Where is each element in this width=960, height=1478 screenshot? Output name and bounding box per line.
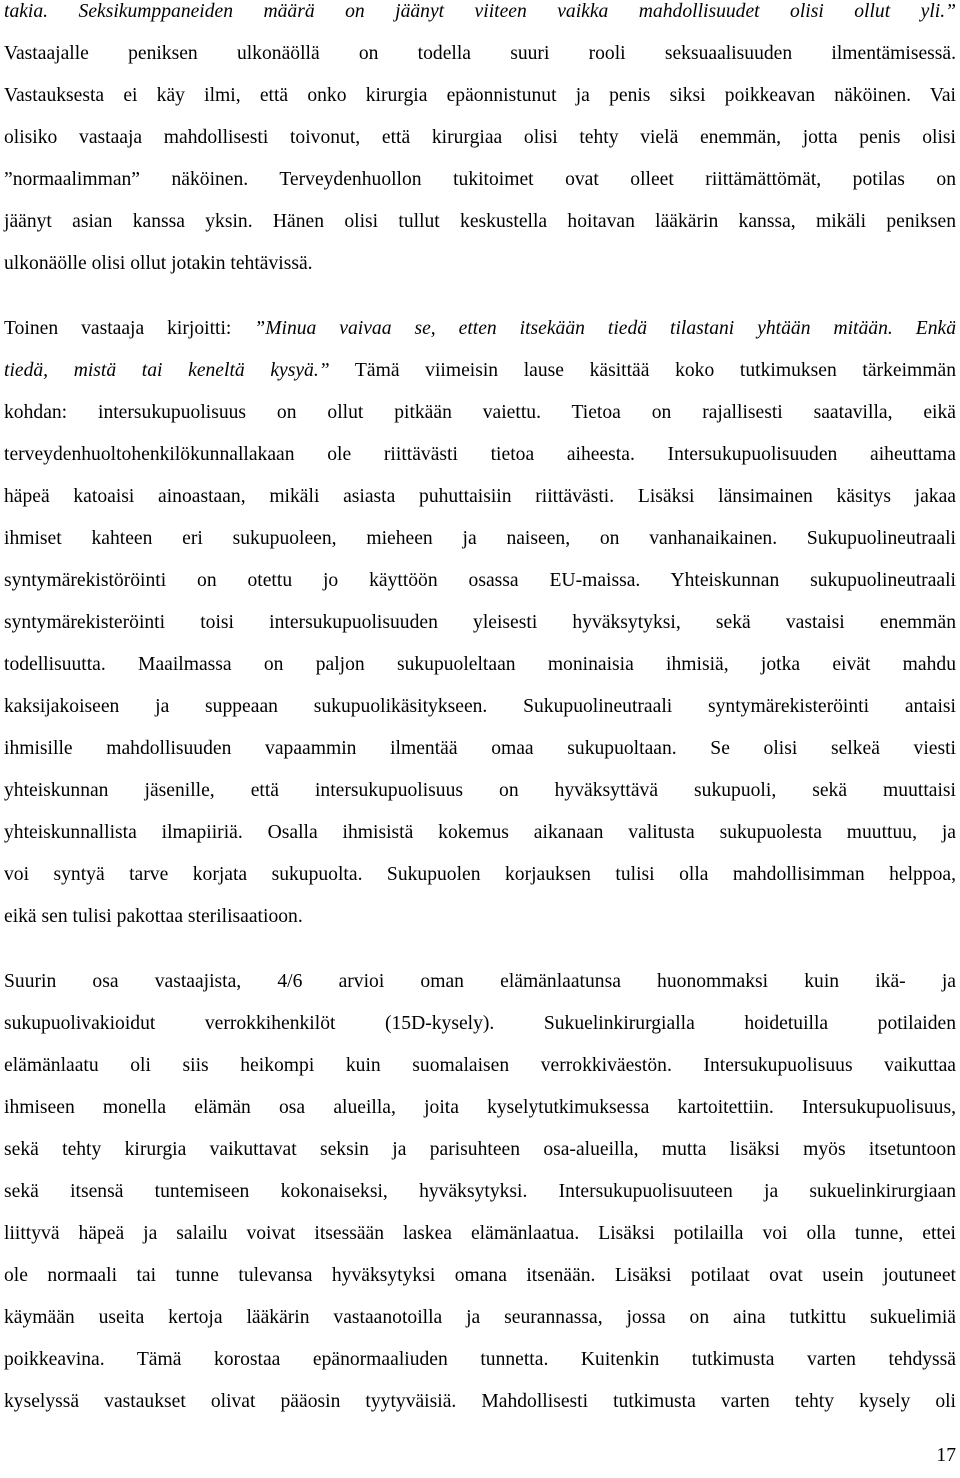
text-run: kyselyssä vastaukset olivat pääosin tyytyväisiä. Mahdollisesti tutkimusta varten tehty kysely oli bbox=[4, 1391, 956, 1412]
text-run: ulkonäölle olisi ollut jotakin tehtävissä. bbox=[4, 253, 313, 274]
text-line bbox=[4, 75, 956, 117]
text-run: olisiko vastaaja mahdollisesti toivonut, että kirurgiaa olisi tehty vielä enemmän, jotta penis olisi bbox=[4, 127, 956, 148]
text-line bbox=[4, 1255, 956, 1297]
text-line bbox=[4, 1171, 956, 1213]
text-run: ole normaali tai tunne tulevansa hyväksytyksi omana itsenään. Lisäksi potilaat ovat usein joutuneet bbox=[4, 1265, 956, 1286]
text-run: ihmiset kahteen eri sukupuoleen, mieheen ja naiseen, on vanhanaikainen. Sukupuolineutraali bbox=[4, 528, 956, 549]
text-line bbox=[4, 518, 956, 560]
text-line bbox=[4, 1339, 956, 1381]
text-line bbox=[4, 1213, 956, 1255]
text-run: sukupuolivakioidut verrokkihenkilöt (15D-kysely). Sukuelinkirurgialla hoidetuilla potilaiden bbox=[4, 1013, 956, 1034]
text-line bbox=[4, 117, 956, 159]
text-run: yhteiskunnallista ilmapiiriä. Osalla ihmisistä kokemus aikanaan valitusta sukupuolesta muuttuu, ja bbox=[4, 822, 956, 843]
text-line bbox=[4, 159, 956, 201]
text-run: elämänlaatu oli siis heikompi kuin suomalaisen verrokkiväestön. Intersukupuolisuus vaikuttaa bbox=[4, 1055, 956, 1076]
text-line bbox=[4, 476, 956, 518]
text-line bbox=[4, 961, 956, 1003]
text-run: ihmiseen monella elämän osa alueilla, joita kyselytutkimuksessa kartoitettiin. Intersukupuolisuus, bbox=[4, 1097, 956, 1118]
text-run: häpeä katoaisi ainoastaan, mikäli asiasta puhuttaisiin riittävästi. Lisäksi länsimainen käsitys jakaa bbox=[4, 486, 956, 507]
text-line bbox=[4, 602, 956, 644]
text-run: syntymärekistöröinti on otettu jo käyttöön osassa EU-maissa. Yhteiskunnan sukupuolineutraali bbox=[4, 570, 956, 591]
text-line bbox=[4, 1087, 956, 1129]
text-line bbox=[4, 0, 956, 33]
text-run: liittyvä häpeä ja salailu voivat itsessään laskea elämänlaatua. Lisäksi potilailla voi olla tunne, ettei bbox=[4, 1223, 956, 1244]
text-run: Toinen vastaaja kirjoitti: bbox=[4, 318, 255, 339]
text-run: Vastauksesta ei käy ilmi, että onko kirurgia epäonnistunut ja penis siksi poikkeavan näköinen. Vai bbox=[4, 85, 956, 106]
text-run: Tämä viimeisin lause käsittää koko tutkimuksen tärkeimmän bbox=[329, 360, 956, 381]
text-run: ”normaalimman” näköinen. Terveydenhuollon tukitoimet ovat olleet riittämättömät, potilas on bbox=[4, 169, 956, 190]
text-line bbox=[4, 896, 956, 938]
text-run: jäänyt asian kanssa yksin. Hänen olisi tullut keskustella hoitavan lääkärin kanssa, mikäli peniksen bbox=[4, 211, 956, 232]
italic-text-run: takia. Seksikumppaneiden määrä on jäänyt viiteen vaikka mahdollisuudet olisi ollut yli.” bbox=[4, 1, 956, 22]
text-line bbox=[4, 1129, 956, 1171]
text-line bbox=[4, 1297, 956, 1339]
paragraph-1 bbox=[4, 0, 956, 285]
text-line bbox=[4, 392, 956, 434]
text-run: ihmisille mahdollisuuden vapaammin ilmentää omaa sukupuoltaan. Se olisi selkeä viesti bbox=[4, 738, 956, 759]
text-line bbox=[4, 812, 956, 854]
text-run: sekä itsensä tuntemiseen kokonaiseksi, hyväksytyksi. Intersukupuolisuuteen ja sukuelinkirurgiaan bbox=[4, 1181, 956, 1202]
text-line bbox=[4, 1003, 956, 1045]
text-line bbox=[4, 33, 956, 75]
text-line bbox=[4, 434, 956, 476]
text-line bbox=[4, 728, 956, 770]
text-run: voi syntyä tarve korjata sukupuolta. Sukupuolen korjauksen tulisi olla mahdollisimman helppoa, bbox=[4, 864, 956, 885]
italic-text-run: tiedä, mistä tai keneltä kysyä.” bbox=[4, 360, 330, 381]
text-run: syntymärekisteröinti toisi intersukupuolisuuden yleisesti hyväksytyksi, sekä vastaisi enemmän bbox=[4, 612, 956, 633]
text-run: kohdan: intersukupuolisuus on ollut pitkään vaiettu. Tietoa on rajallisesti saatavilla, eikä bbox=[4, 402, 956, 423]
paragraph-2 bbox=[4, 308, 956, 938]
text-line bbox=[4, 308, 956, 350]
text-run: yhteiskunnan jäsenille, että intersukupuolisuus on hyväksyttävä sukupuoli, sekä muuttaisi bbox=[4, 780, 956, 801]
paragraph-3 bbox=[4, 961, 956, 1423]
text-run: sekä tehty kirurgia vaikuttavat seksin ja parisuhteen osa-alueilla, mutta lisäksi myös itsetuntoon bbox=[4, 1139, 956, 1160]
paragraph-gap bbox=[4, 938, 956, 961]
paragraph-gap bbox=[4, 285, 956, 308]
text-run: terveydenhuoltohenkilökunnallakaan ole riittävästi tietoa aiheesta. Intersukupuolisuuden aiheuttama bbox=[4, 444, 956, 465]
text-line bbox=[4, 201, 956, 243]
text-run: todellisuutta. Maailmassa on paljon sukupuoleltaan moninaisia ihmisiä, jotka eivät mahdu bbox=[4, 654, 956, 675]
document-page bbox=[4, 0, 956, 1423]
text-line bbox=[4, 1381, 956, 1423]
page-number: 17 bbox=[936, 1445, 956, 1466]
text-run: kaksijakoiseen ja suppeaan sukupuolikäsitykseen. Sukupuolineutraali syntymärekisteröinti antaisi bbox=[4, 696, 956, 717]
italic-text-run: ”Minua vaivaa se, etten itsekään tiedä tilastani yhtään mitään. Enkä bbox=[254, 318, 956, 339]
text-run: poikkeavina. Tämä korostaa epänormaaliuden tunnetta. Kuitenkin tutkimusta varten tehdyssä bbox=[4, 1349, 956, 1370]
text-line bbox=[4, 770, 956, 812]
text-run: käymään useita kertoja lääkärin vastaanotoilla ja seurannassa, jossa on aina tutkittu sukuelimiä bbox=[4, 1307, 956, 1328]
text-line bbox=[4, 644, 956, 686]
text-line bbox=[4, 243, 956, 285]
text-line bbox=[4, 1045, 956, 1087]
text-line bbox=[4, 560, 956, 602]
text-run: eikä sen tulisi pakottaa sterilisaatioon. bbox=[4, 906, 303, 927]
text-run: Suurin osa vastaajista, 4/6 arvioi oman elämänlaatunsa huonommaksi kuin ikä- ja bbox=[4, 971, 956, 992]
text-line bbox=[4, 350, 956, 392]
text-run: Vastaajalle peniksen ulkonäöllä on todella suuri rooli seksuaalisuuden ilmentämisessä. bbox=[4, 43, 956, 64]
text-line bbox=[4, 854, 956, 896]
text-line bbox=[4, 686, 956, 728]
